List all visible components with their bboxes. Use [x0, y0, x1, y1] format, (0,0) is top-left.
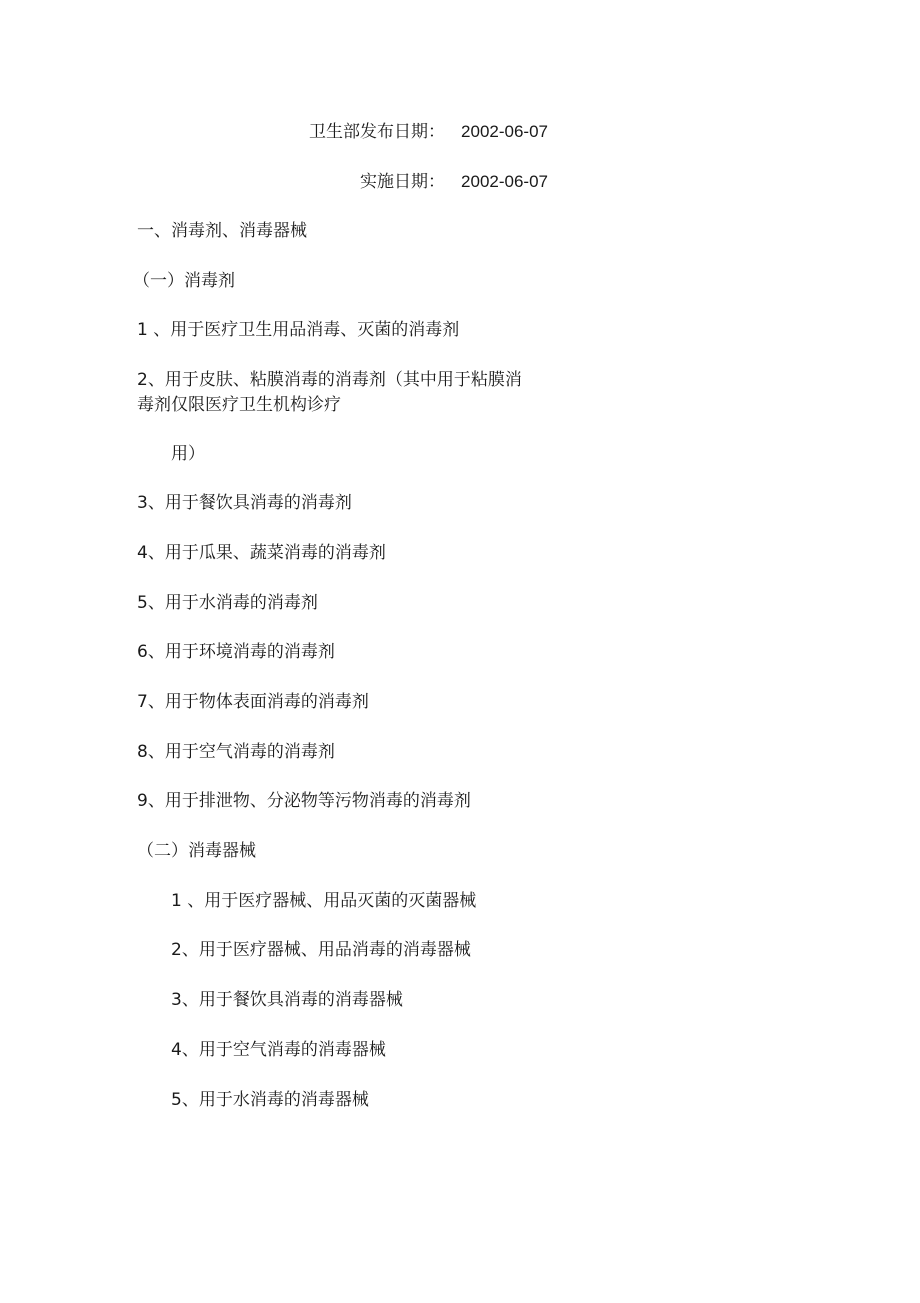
list-item: 5、用于水消毒的消毒剂	[137, 593, 318, 613]
list-item-continuation: 用）	[171, 444, 205, 464]
list-item: 1 、用于医疗卫生用品消毒、灭菌的消毒剂	[137, 320, 460, 340]
list-item: 2、用于皮肤、粘膜消毒的消毒剂（其中用于粘膜消	[137, 370, 522, 390]
list-item: 4、用于瓜果、蔬菜消毒的消毒剂	[137, 543, 386, 563]
effective-date-row	[360, 170, 548, 194]
list-item: 9、用于排泄物、分泌物等污物消毒的消毒剂	[137, 791, 471, 811]
list-item: 7、用于物体表面消毒的消毒剂	[137, 692, 369, 712]
subsection-heading-devices: （二）消毒器械	[137, 841, 256, 861]
list-item: 6、用于环境消毒的消毒剂	[137, 642, 335, 662]
effective-date-label: 实施日期：	[360, 172, 446, 192]
list-item: 4、用于空气消毒的消毒器械	[171, 1040, 386, 1060]
list-item-continuation: 毒剂仅限医疗卫生机构诊疗	[137, 395, 341, 415]
publish-date-row	[309, 120, 548, 144]
list-item: 8、用于空气消毒的消毒剂	[137, 742, 335, 762]
effective-date-value: 2002-06-07	[461, 172, 548, 191]
publish-date-value: 2002-06-07	[461, 122, 548, 141]
list-item: 3、用于餐饮具消毒的消毒器械	[171, 990, 403, 1010]
subsection-heading-disinfectants: （一）消毒剂	[133, 271, 235, 291]
list-item: 2、用于医疗器械、用品消毒的消毒器械	[171, 940, 471, 960]
list-item: 3、用于餐饮具消毒的消毒剂	[137, 493, 352, 513]
publish-date-label: 卫生部发布日期：	[309, 122, 446, 142]
list-item: 5、用于水消毒的消毒器械	[171, 1090, 369, 1110]
list-item: 1 、用于医疗器械、用品灭菌的灭菌器械	[171, 891, 477, 911]
section-heading: 一、消毒剂、消毒器械	[137, 221, 307, 241]
